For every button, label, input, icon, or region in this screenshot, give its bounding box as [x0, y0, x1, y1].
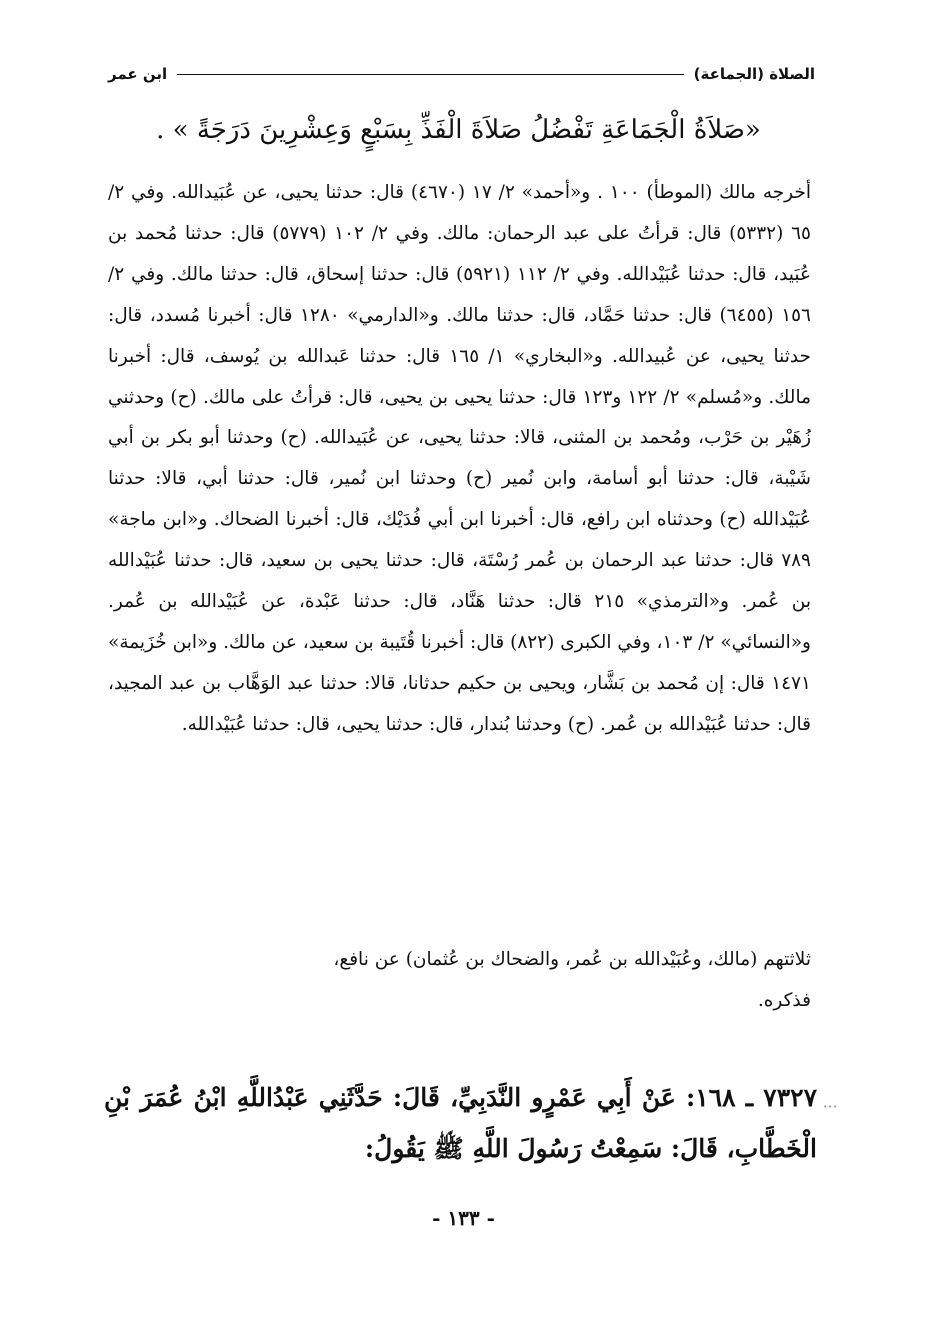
- header-chapter-title: الصلاة (الجماعة): [693, 65, 815, 83]
- next-hadith-isnad: ٧٣٢٧ ـ ١٦٨: عَنْ أَبِي عَمْرٍو النَّدَبِيِّ، قَالَ: حَدَّثَنِي عَبْدُاللَّهِ ابْنُ عُمَرَ بْنِ الْخَطَّابِ، قَالَ: سَمِعْتُ رَسُولَ اللَّهِ ﷺ يَقُولُ:: [104, 1083, 817, 1163]
- scan-speck: ∙∙∙: [823, 1102, 838, 1111]
- hadith-matn: «صَلاَةُ الْجَمَاعَةِ تَفْضُلُ صَلاَةَ الْفَذِّ بِسَبْعٍ وَعِشْرِينَ دَرَجَةً » .: [156, 115, 761, 145]
- page-number: - ١٣٣ -: [432, 1206, 495, 1230]
- takhrij-paragraph: أخرجه مالك (الموطأ) ١٠٠ . و«أحمد» ٢/ ١٧ (٤٦٧٠) قال: حدثنا يحيى، عن عُبَيدالله. وفي ٢/ ٦٥ (٥٣٣٢) قال: قرأتُ على عبد الرحمان: مالك. وفي ٢/ ١٠٢ (٥٧٧٩) قال: حدثنا مُحمد بن عُبَيد، قال: حدثنا عُبَيْدالله. وفي ٢/ ١١٢ (٥٩٢١) قال: حدثنا إسحاق، قال: حدثنا مالك. وفي ٢/ ١٥٦ (٦٤٥٥) قال: حدثنا حَمَّاد، قال: حدثنا مالك. و«الدارمي» ١٢٨٠ قال: أخبرنا مُسدد، قال: حدثنا يحيى، عن عُبيدالله. و«البخاري» ١/ ١٦٥ قال: حدثنا عَبدالله بن يُوسف، قال: أخبرنا مالك. و«مُسلم» ٢/ ١٢٢ و١٢٣ قال: حدثنا يحيى بن يحيى، قال: قرأتُ على مالك. (ح) وحدثني زُهَيْر بن حَرْب، ومُحمد بن المثنى، قالا: حدثنا يحيى، عن عُبَيدالله. (ح) وحدثنا أبو بكر بن أبي شَيْبة، قال: حدثنا أبو أسامة، وابن نُمير (ح) وحدثنا ابن نُمير، قال: حدثنا أبي، قالا: حدثنا عُبَيْدالله (ح) وحدثناه ابن رافع، قال: أخبرنا ابن أبي فُدَيْك، قال: أخبرنا الضحاك. و«ابن ماجة» ٧٨٩ قال: حدثنا عبد الرحمان بن عُمر رُسْتَة، قال: حدثنا يحيى بن سعيد، قال: حدثنا عُبَيْدالله بن عُمر. و«الترمذي» ٢١٥ قال: حدثنا هَنَّاد، قال: حدثنا عَبْدة، عن عُبَيْدالله بن عُمر. و«النسائي» ٢/ ١٠٣، وفي الكبرى (٨٢٢) قال: أخبرنا قُتَيبة بن سعيد، عن مالك. و«ابن خُزَيمة» ١٤٧١ قال: إن مُحمد بن بَشَّار، ويحيى بن حكيم حدثانا، قالا: حدثنا عبد الوَهَّاب بن عبد المجيد، قال: حدثنا عُبَيْدالله بن عُمر. (ح) وحدثنا بُندار، قال: حدثنا يحيى، قال: حدثنا عُبَيْدالله.: [108, 182, 812, 735]
- header-rule: [177, 74, 684, 75]
- summary-line-1: ثلاثتهم (مالك، وعُبَيْدالله بن عُمر، والضحاك بن عُثمان) عن نافع،: [333, 949, 811, 970]
- summary-paragraph: [108, 940, 811, 1022]
- header-narrator-title: ابن عمر: [108, 65, 168, 83]
- running-header: [108, 62, 815, 86]
- summary-line-2: فذكره.: [757, 989, 811, 1011]
